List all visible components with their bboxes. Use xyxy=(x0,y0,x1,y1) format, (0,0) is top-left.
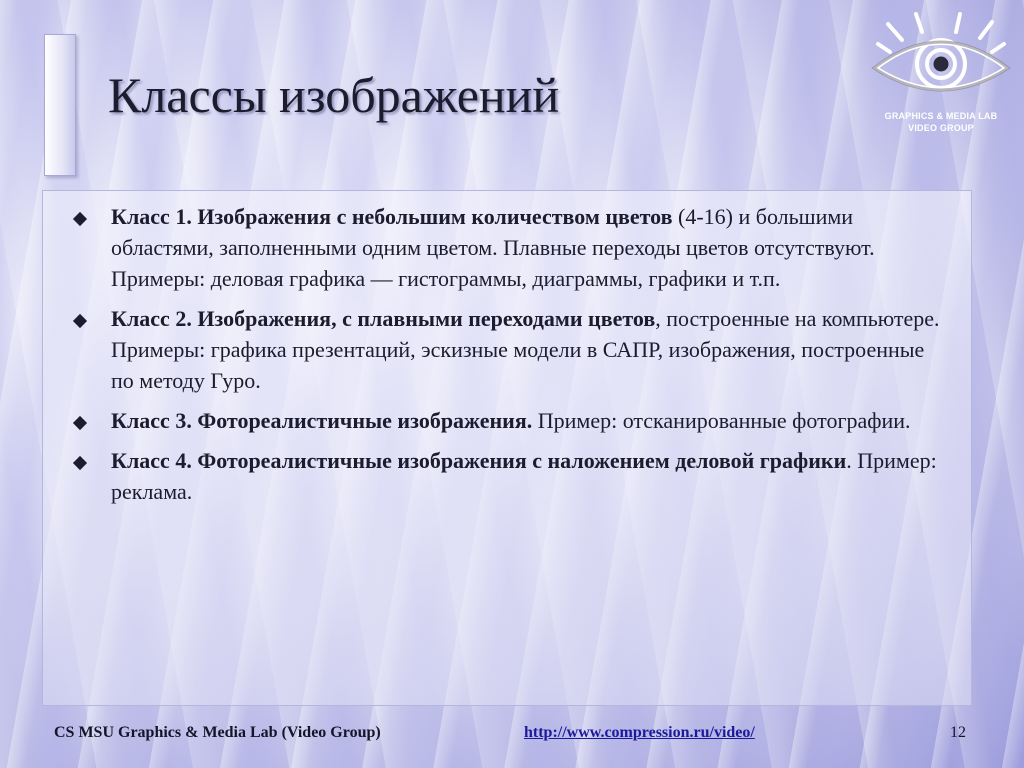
diamond-bullet-icon xyxy=(73,416,87,430)
bullet-text: Пример: отсканированные фотографии. xyxy=(532,408,911,433)
bullet-heading: Класс 3. Фотореалистичные изображения. xyxy=(111,408,533,433)
logo-line-1: GRAPHICS & MEDIA LAB xyxy=(884,111,998,121)
bullet-heading: Класс 2. Изображения, с плавными переходами цветов xyxy=(111,306,656,331)
bullet-item-class-4 xyxy=(43,445,947,507)
bullet-heading: Класс 1. Изображения с небольшим количеством цветов xyxy=(111,204,673,229)
eye-icon xyxy=(868,10,1014,110)
diamond-bullet-icon xyxy=(73,314,87,328)
content-box xyxy=(42,190,972,706)
decorative-bar xyxy=(44,34,76,176)
bullet-list xyxy=(43,191,971,507)
bullet-item-class-2 xyxy=(43,303,947,396)
page-number: 12 xyxy=(950,724,966,741)
lab-logo xyxy=(868,10,1014,138)
diamond-bullet-icon xyxy=(73,212,87,226)
bullet-text: , построенные на компьютере. Примеры: графика презентаций, эскизные модели в САПР, изображения, построенные по методу Гуро. xyxy=(111,306,940,393)
slide-title: Классы изображений xyxy=(108,67,560,123)
footer-website-link[interactable]: http://www.compression.ru/video/ xyxy=(524,724,755,741)
diamond-bullet-icon xyxy=(73,456,87,470)
bullet-heading: Класс 4. Фотореалистичные изображения с наложением деловой графики xyxy=(111,448,847,473)
bullet-text: . Пример: реклама. xyxy=(111,448,937,504)
footer-organization: CS MSU Graphics & Media Lab (Video Group) xyxy=(54,724,381,741)
logo-line-2: VIDEO GROUP xyxy=(908,123,974,133)
bullet-text: (4-16) и большими областями, заполненными одним цветом. Плавные переходы цветов отсутствуют. Примеры: деловая графика — гистограммы, диаграммы, графики и т.п. xyxy=(111,204,875,291)
bullet-item-class-3 xyxy=(43,405,947,436)
bullet-item-class-1 xyxy=(43,201,947,294)
